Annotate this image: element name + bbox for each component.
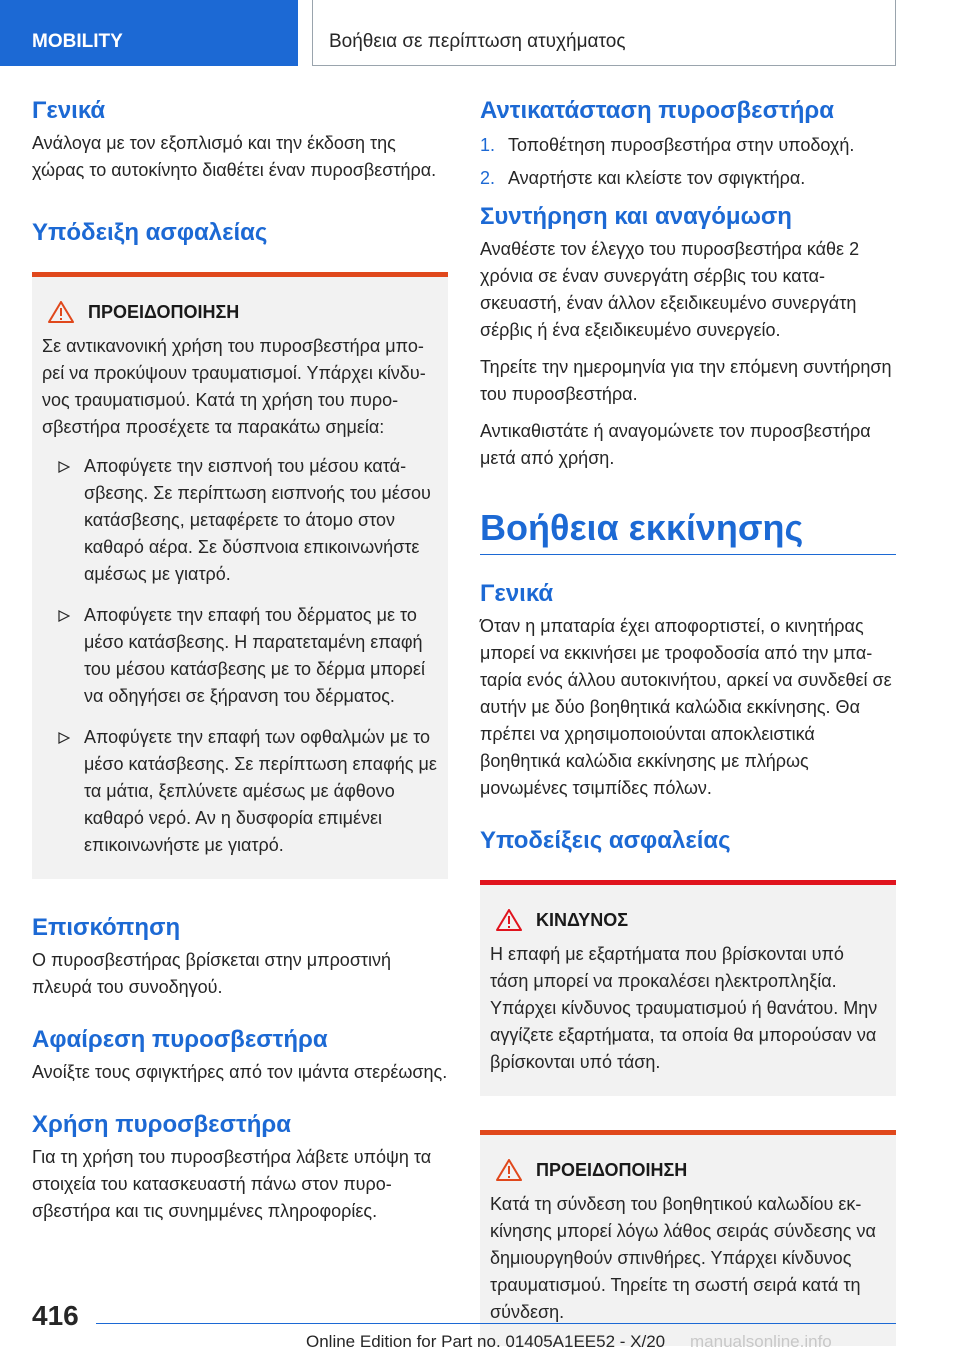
page-number: 416	[32, 1300, 79, 1331]
list-item	[480, 165, 896, 192]
chapter-title: Βοήθεια σε περίπτωση ατυχήματος	[312, 0, 896, 66]
watermark: manualsonline.info	[690, 1332, 832, 1351]
warning-box	[32, 272, 448, 879]
section-tab: MOBILITY	[0, 0, 298, 66]
list-item	[42, 453, 438, 588]
triangle-bullet-icon	[58, 610, 70, 622]
list-item-text: Αποφύγετε την επαφή του δέρματος με το μέσο κατάσβεσης. Η παρατεταμένη επαφή του μέσου κατάσβεσης με το δέρμα μπορεί να οδηγήσει σε ξήρανση του δέρματος.	[84, 605, 425, 706]
general-heading: Γενικά	[32, 97, 106, 124]
warning-triangle-icon	[48, 301, 74, 323]
warning-label: ΠΡΟΕΙΔΟΠΟΙΗΣΗ	[88, 302, 240, 322]
overview-text: Ο πυροσβεστήρας βρίσκεται στην μπροστινή πλευρά του συνοδηγού.	[32, 950, 392, 997]
triangle-bullet-icon	[58, 732, 70, 744]
triangle-bullet-icon	[58, 461, 70, 473]
step-text: Αναρτήστε και κλείστε τον σφιγκτήρα.	[508, 168, 806, 188]
warning-list	[42, 453, 438, 859]
jump-start-heading-block	[480, 506, 896, 555]
right-column	[480, 96, 896, 1346]
danger-label: ΚΙΝΔΥΝΟΣ	[536, 910, 629, 930]
general-text: Ανάλογα με τον εξοπλισμό και την έκδοση της χώρας το αυτοκίνητο διαθέτει έναν πυροσβεστήρα.	[32, 133, 437, 180]
jump-safety-heading: Υποδείξεις ασφαλείας	[480, 827, 731, 854]
maintenance-heading: Συντήρηση και αναγόμωση	[480, 203, 792, 230]
safety-heading: Υπόδειξη ασφαλείας	[32, 219, 268, 246]
warning-label-2: ΠΡΟΕΙΔΟΠΟΙΗΣΗ	[536, 1160, 688, 1180]
removal-text: Ανοίξτε τους σφιγκτήρες από τον ιμάντα στερέωσης.	[32, 1062, 448, 1082]
list-item	[42, 724, 438, 859]
danger-box	[480, 880, 896, 1096]
jump-start-heading: Βοήθεια εκκίνησης	[480, 507, 804, 548]
use-text: Για τη χρήση του πυροσβεστήρα λάβετε υπόψη τα στοιχεία του κατασκευαστή πάνω στον πυροσβεστήρα και τις συνημμένες πληροφορίες.	[32, 1147, 432, 1221]
list-item	[42, 602, 438, 710]
jump-general-text: Όταν η μπαταρία έχει αποφορτιστεί, ο κινητήρας μπορεί να εκκινήσει με τροφοδοσία από την μπαταρία ενός άλλου αυτοκινήτου, αρκεί να συνδεθεί σε αυτήν με δύο βοηθητικά καλώδια εκκίνησης. Θα πρέπει να χρησιμοποιούνται αποκλειστικά βοηθητικά καλώδια εκκίνησης με πλήρως μονωμένες τσιμπίδες πόλων.	[480, 616, 892, 798]
edition-text: Online Edition for Part no. 01405A1EE52 - X/20	[306, 1332, 666, 1351]
removal-heading: Αφαίρεση πυροσβεστήρα	[32, 1026, 328, 1053]
warning-header-2	[496, 1157, 886, 1183]
list-item-text: Αποφύγετε την επαφή των οφθαλμών με το μέσο κατάσβεσης. Σε περίπτωση επαφής με τα μάτια, ξεπλύνετε αμέσως με άφθονο καθαρό νερό. Αν η δυσφορία επιμένει επικοινωνήστε με γιατρό.	[84, 727, 437, 855]
maintenance-text-2: Τηρείτε την ημερομηνία για την επόμενη συντήρηση του πυροσβεστήρα.	[480, 357, 892, 404]
list-item	[480, 132, 896, 159]
step-text: Τοποθέτηση πυροσβεστήρα στην υποδοχή.	[508, 135, 855, 155]
danger-triangle-icon	[496, 909, 522, 931]
step-number: 1.	[480, 135, 496, 155]
warning-text-2: Κατά τη σύνδεση του βοηθητικού καλωδίου εκκίνησης μπορεί λόγω λάθος σειράς σύνδεσης να δημιουργηθούν σπινθήρες. Υπάρχει κίνδυνος τραυματισμού. Τηρείτε τη σωστή σειρά κατά τη σύνδεση.	[490, 1194, 876, 1322]
list-item-text: Αποφύγετε την εισπνοή του μέσου κατάσβεσης. Σε περίπτωση εισπνοής του μέσου κατάσβεσης, μεταφέρετε το άτομο στον καθαρό αέρα. Σε δύσπνοια επικοινωνήστε αμέσως με γιατρό.	[84, 456, 431, 584]
danger-header	[496, 907, 886, 933]
warning-box-2	[480, 1130, 896, 1346]
overview-heading: Επισκόπηση	[32, 914, 181, 941]
page-header	[0, 0, 960, 66]
warning-header	[48, 299, 438, 325]
maintenance-text-3: Αντικαθιστάτε ή αναγομώνετε τον πυροσβεστήρα μετά από χρήση.	[480, 421, 871, 468]
jump-general-heading: Γενικά	[480, 580, 554, 607]
maintenance-text-1: Αναθέστε τον έλεγχο του πυροσβεστήρα κάθε 2 χρόνια σε έναν συνεργάτη σέρβις του κατασκευαστή, έναν άλλον εξειδικευμένο συνεργάτη σέρβις ή ένα εξειδικευμένο συνεργείο.	[480, 239, 860, 340]
danger-text: Η επαφή με εξαρτήματα που βρίσκονται υπό τάση μπορεί να προκαλέσει ηλεκτροπληξία. Υπάρχει κίνδυνος τραυματισμού ή θανάτου. Μην αγγίζετε εξαρτήματα, τα οποία θα μπορούσαν να βρίσκονται υπό τάση.	[490, 944, 878, 1072]
step-number: 2.	[480, 168, 496, 188]
use-heading: Χρήση πυροσβεστήρα	[32, 1111, 291, 1138]
warning-triangle-icon	[496, 1159, 522, 1181]
footer-divider	[96, 1323, 896, 1324]
left-column	[32, 96, 448, 1225]
warning-intro: Σε αντικανονική χρήση του πυροσβεστήρα μπορεί να προκύψουν τραυματισμοί. Υπάρχει κίνδυνος τραυματισμού. Κατά τη χρήση του πυροσβεστήρα προσέχετε τα παρακάτω σημεία:	[42, 336, 426, 437]
replace-steps	[480, 132, 896, 192]
replace-heading: Αντικατάσταση πυροσβεστήρα	[480, 97, 834, 124]
